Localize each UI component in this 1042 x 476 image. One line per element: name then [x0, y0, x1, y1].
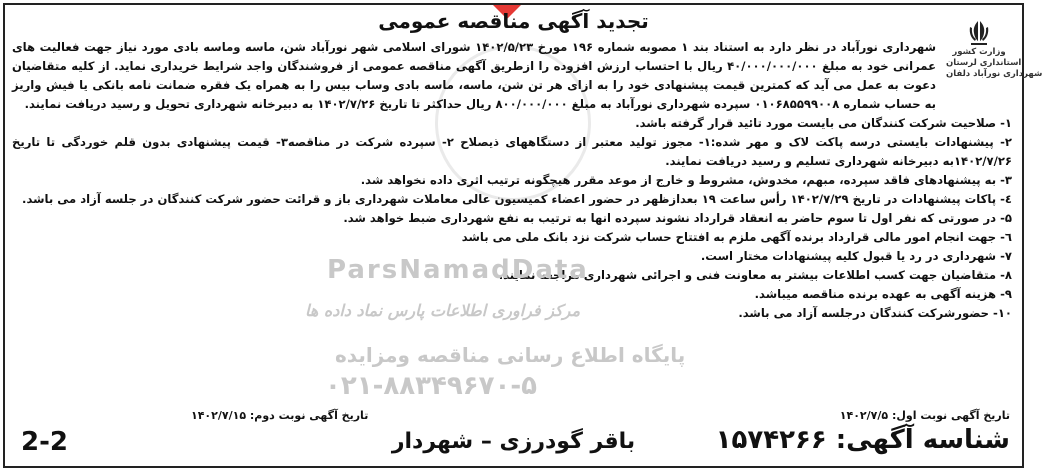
notice-title: تجدید آگهی مناقصه عمومی: [378, 9, 649, 33]
notice-footer: [5, 425, 1022, 463]
watermark-phone: ۰۲۱-۸۸۳۴۹۶۷۰-۵: [325, 371, 538, 401]
notice-item-2: ۲- پیشنهادات بایستی درسه پاکت لاک و مهر شده:۱- مجوز تولید معتبر از دستگاههای ذیصلاح ۲- سپرده شرکت در مناقصه۳- قیمت پیشنهادی بدون قلم خوردگی تا تاریخ ۱۴۰۲/۷/۲۶به دبیرخانه شهرداری تسلیم و رسید دریافت نمایند.: [12, 135, 1012, 168]
notice-item-8: ۸- متقاضیان جهت کسب اطلاعات بیشتر به معاونت فنی و اجرائی شهرداری مراجعه نمایند.: [498, 268, 1012, 282]
second-publication-date: تاریخ آگهی نوبت دوم: ۱۴۰۲/۷/۱۵: [191, 409, 369, 422]
notice-item-5: ۵- در صورتی که نفر اول تا سوم حاضر به انعقاد قرارداد نشوند سپرده انها به ترتیب به نفع شهرداری ضبط خواهد شد.: [343, 211, 1012, 225]
emblem-line-1: وزارت کشور: [952, 47, 1006, 57]
page-number: 2-2: [21, 427, 68, 457]
mayor-signature: باقر گودرزی – شهردار: [391, 429, 636, 454]
notice-item-6: ٦- جهت انجام امور مالی قرارداد برنده آگهی ملزم به افتتاح حساب شرکت نزد بانک ملی می باشد: [461, 230, 1012, 244]
notice-item-1: ۱- صلاحیت شرکت کنندگان می بایست مورد تائید قرار گرفته باشد.: [635, 116, 1012, 130]
notice-item-7: ۷- شهرداری در رد یا قبول کلیه پیشنهادات مختار است.: [700, 249, 1012, 263]
emblem-line-2: استانداری لرستان: [946, 58, 1022, 68]
first-publication-date: تاریخ آگهی نوبت اول: ۱۴۰۲/۷/۵: [839, 409, 1010, 422]
watermark-brand: ParsNamadData: [327, 255, 589, 285]
notice-item-9: ۹- هزینه آگهی به عهده برنده مناقصه میباشد.: [754, 287, 1012, 301]
watermark-line-2: پایگاه اطلاع رسانی مناقصه ومزایده: [335, 343, 686, 367]
notice-body: [12, 38, 1042, 323]
notice-item-10: ۱۰- حضورشرکت کنندگان درجلسه آزاد می باشد.: [738, 306, 1012, 320]
notice-item-4: ٤- پاکات پیشنهادات در تاریخ ۱۴۰۲/۷/۲۹ رأس ساعت ۱۹ بعدازظهر در حضور اعضاء کمیسیون عالی معاملات شهرداری باز و قرائت حضور شرکت کنندگان در جلسه آزاد می باشد.: [22, 192, 1012, 206]
notice-intro: شهرداری نورآباد در نظر دارد به استناد بند ۱ مصوبه شماره ۱۹۶ مورخ ۱۴۰۲/۵/۲۳ شورای اسلامی شهر نورآباد شن، ماسه وماسه بادی مورد نیاز جهت فعالیت های عمرانی خود به مبلغ ۴۰/۰۰۰/۰۰۰/۰۰۰ ریال با احتساب ارزش افزوده را ازطریق آگهی مناقصه عمومی از فروشندگان واجد شرایط خریداری نماید. از کلیه متقاضیان دعوت به عمل می آید که کمترین قیمت پیشنهادی خود را به ازای هر تن شن، ماسه، ماسه بادی وساب بیس را به همراه یک فقره ضمانت نامه بانکی یا فیش واریز به حساب شماره ۰۱۰۶۸۵۵۹۹۰۰۸ سپرده شهرداری نورآباد به مبلغ ۸۰۰/۰۰۰/۰۰۰ ریال حداکثر تا تاریخ ۱۴۰۲/۷/۲۶ به دبیرخانه شهرداری تحویل و رسید دریافت نمایند.: [12, 40, 936, 111]
tender-notice: [3, 3, 1042, 468]
watermark-line-1: مرکز فراوری اطلاعات پارس نماد داده ها: [305, 301, 581, 320]
emblem-line-3: شهرداری نورآباد دلفان: [946, 69, 1042, 79]
notice-item-3: ۳- به پیشنهادهای فاقد سپرده، مبهم، مخدوش، مشروط و خارج از موعد مقرر هیچگونه ترتیب اثری داده نخواهد شد.: [360, 173, 1012, 187]
ad-identifier: شناسه آگهی: ۱۵۷۴۲۶۶: [715, 425, 1010, 455]
